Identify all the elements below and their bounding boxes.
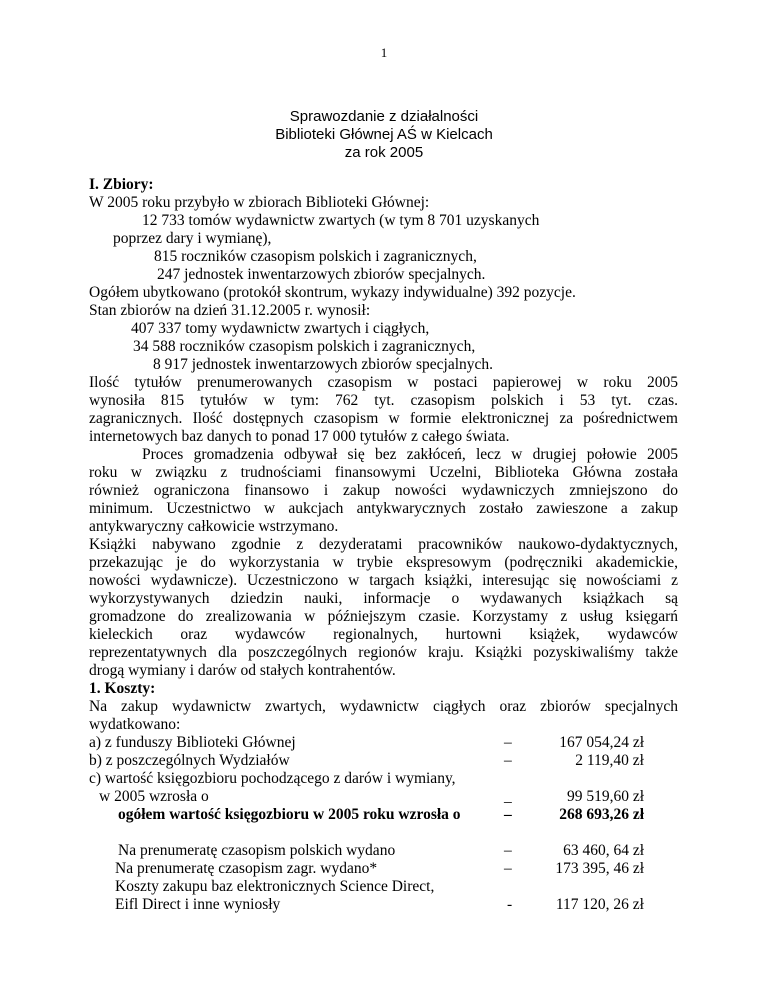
books-line: reprezentatywnych dla poszczególnych regionów kraju. Książki pozyskiwaliśmy także: [89, 644, 678, 661]
process-line: antykwaryczny całkowicie wstrzymano.: [89, 518, 339, 535]
cost-row-faculties: [89, 752, 678, 770]
books-line: gromadzone do zrealizowania w późniejszym czasie. Korzystamy z usług księgarń: [89, 608, 678, 625]
cost-dash: –: [504, 806, 512, 823]
cost-label: a) z funduszy Biblioteki Głównej: [89, 734, 296, 751]
status-item-journals: 34 588 roczników czasopism polskich i zagranicznych,: [133, 338, 476, 355]
cost-label: Na prenumeratę czasopism zagr. wydano*: [115, 860, 378, 877]
cost-label-gifts: c) wartość księgozbioru pochodzącego z darów i wymiany,: [89, 770, 456, 787]
subscriptions-line: wynosiła 815 tytułów w tym: 762 tyt. czasopism polskich i 53 tyt. czas.: [89, 392, 678, 409]
cost-row-gifts: [89, 788, 678, 806]
books-line: nowości wydawnicze). Uczestniczono w targach książki, interesując się nowościami z: [89, 572, 678, 589]
cost-row-databases: [89, 896, 678, 914]
acquisitions-intro: W 2005 roku przybyło w zbiorach Biblioteki Głównej:: [89, 194, 430, 211]
cost-dash: _: [504, 788, 512, 805]
cost-label: b) z poszczególnych Wydziałów: [89, 752, 290, 769]
cost-row-library-funds: [89, 734, 678, 752]
acquisition-item-special: 247 jednostek inwentarzowych zbiorów specjalnych.: [157, 266, 486, 283]
section-heading-zbiory: I. Zbiory:: [89, 176, 154, 193]
books-line: przekazując je do wykorzystania w trybie ekspresowym (podręczniki akademickie,: [89, 554, 678, 571]
cost-label: w 2005 wzrosła o: [99, 788, 209, 805]
cost-amount: 63 460, 64 zł: [563, 842, 644, 859]
subscriptions-line: Ilość tytułów prenumerowanych czasopism w postaci papierowej w roku 2005: [89, 374, 678, 391]
process-line: minimum. Uczestnictwo w aukcjach antykwarycznych zostało zawieszone a zakup: [89, 500, 678, 517]
report-body: [89, 176, 678, 914]
subscriptions-line: internetowych baz danych to ponad 17 000 tytułów z całego świata.: [89, 428, 510, 445]
books-line: Książki nabywano zgodnie z dezyderatami pracowników naukowo-dydaktycznych,: [89, 536, 678, 553]
withdrawn-text: Ogółem ubytkowano (protokół skontrum, wykazy indywidualne) 392 pozycje.: [89, 284, 576, 301]
cost-row-foreign-journals: [89, 860, 678, 878]
cost-dash: –: [504, 842, 512, 859]
acquisition-item-books: 12 733 tomów wydawnictw zwartych (w tym 8 701 uzyskanych: [142, 212, 540, 229]
process-line: roku w związku z trudnościami finansowymi Uczelni, Biblioteka Główna została: [89, 464, 678, 481]
cost-label: Eifl Direct i inne wyniosły: [115, 896, 281, 913]
report-title: [0, 108, 768, 162]
title-line-1: Sprawozdanie z działalności: [289, 108, 479, 125]
status-item-special: 8 917 jednostek inwentarzowych zbiorów specjalnych.: [153, 356, 494, 373]
cost-dash: –: [504, 734, 512, 751]
total-amount: 268 693,26 zł: [559, 806, 644, 823]
status-item-volumes: 407 337 tomy wydawnictw zwartych i ciągłych,: [131, 320, 430, 337]
cost-dash: -: [507, 896, 513, 913]
costs-heading: 1. Koszty:: [89, 680, 156, 697]
subscriptions-line: zagranicznych. Ilość dostępnych czasopism w formie elektronicznej za pośrednictwem: [89, 410, 678, 427]
acquisition-item-books-cont: poprzez dary i wymianę),: [113, 230, 272, 247]
total-label: ogółem wartość księgozbioru w 2005 roku wzrosła o: [118, 806, 461, 823]
title-line-2: Biblioteki Głównej AŚ w Kielcach: [275, 126, 493, 143]
title-line-3: za rok 2005: [344, 144, 424, 161]
cost-amount: 99 519,60 zł: [566, 788, 644, 805]
books-line: drogą wymiany i darów od stałych kontrahentów.: [89, 662, 396, 679]
cost-amount: 167 054,24 zł: [559, 734, 644, 751]
costs-intro: Na zakup wydawnictw zwartych, wydawnictw ciągłych oraz zbiorów specjalnych: [89, 698, 678, 715]
process-line: Proces gromadzenia odbywał się bez zakłóceń, lecz w drugiej połowie 2005: [142, 446, 678, 463]
cost-label: Na prenumeratę czasopism polskich wydano: [118, 842, 396, 859]
cost-dash: –: [504, 860, 512, 877]
cost-amount: 117 120, 26 zł: [555, 896, 644, 913]
page-number: 1: [380, 45, 388, 60]
cost-dash: –: [504, 752, 512, 769]
cost-row-total: [89, 806, 678, 824]
acquisition-item-journals: 815 roczników czasopism polskich i zagranicznych,: [154, 248, 477, 265]
books-line: wykorzystywanych dziedzin nauki, informacje o wydawanych książkach są: [89, 590, 678, 607]
costs-intro-cont: wydatkowano:: [89, 716, 181, 733]
cost-row-polish-journals: [89, 842, 678, 860]
cost-amount: 2 119,40 zł: [575, 752, 644, 769]
process-line: również ograniczona finansowo i zakup nowości wydawniczych zmniejszono do: [89, 482, 678, 499]
cost-amount: 173 395, 46 zł: [555, 860, 644, 877]
status-intro: Stan zbiorów na dzień 31.12.2005 r. wynosił:: [89, 302, 371, 319]
cost-label-databases: Koszty zakupu baz elektronicznych Science Direct,: [115, 878, 435, 895]
books-line: kieleckich oraz wydawców regionalnych, hurtowni książek, wydawców: [89, 626, 678, 643]
